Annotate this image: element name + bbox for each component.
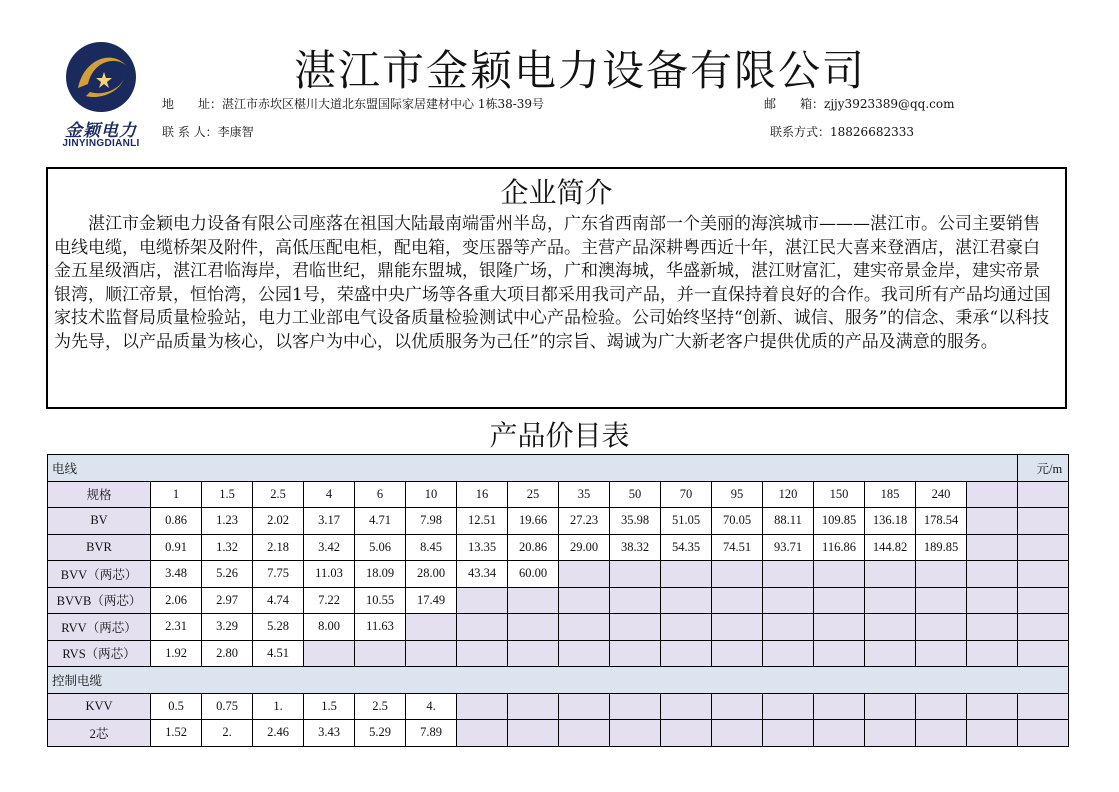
table-cell: 70.05	[712, 508, 763, 535]
table-cell	[559, 587, 610, 614]
table-cell: 12.51	[457, 508, 508, 535]
phone-label: 联系方式：	[770, 125, 831, 139]
table-cell: 1.52	[151, 720, 202, 747]
table-cell: 0.91	[151, 534, 202, 561]
table-cell	[763, 587, 814, 614]
table-cell: 60.00	[508, 561, 559, 588]
table-cell	[763, 561, 814, 588]
table-cell	[712, 587, 763, 614]
row-label: 规格	[48, 481, 151, 508]
table-cell: 8.00	[304, 614, 355, 641]
table-cell	[865, 693, 916, 720]
table-cell: 1.32	[202, 534, 253, 561]
section-title: 控制电缆	[48, 667, 1069, 694]
table-cell	[865, 640, 916, 667]
table-cell: 1.	[253, 693, 304, 720]
email-label: 邮 箱：	[764, 97, 825, 111]
table-cell: 185	[865, 481, 916, 508]
phone-value: 18826682333	[830, 125, 914, 139]
table-cell	[406, 614, 457, 641]
table-cell	[457, 640, 508, 667]
table-cell	[916, 720, 967, 747]
table-row	[48, 481, 1069, 508]
table-cell	[457, 587, 508, 614]
table-cell	[814, 587, 865, 614]
email-line	[764, 95, 955, 112]
table-cell: 2.46	[253, 720, 304, 747]
company-logo	[46, 30, 156, 155]
table-cell	[457, 720, 508, 747]
table-cell	[1018, 720, 1069, 747]
table-cell	[355, 640, 406, 667]
table-row	[48, 693, 1069, 720]
table-cell: 5.06	[355, 534, 406, 561]
table-cell: 35	[559, 481, 610, 508]
table-cell: 5.28	[253, 614, 304, 641]
table-cell	[1018, 534, 1069, 561]
table-cell: 88.11	[763, 508, 814, 535]
table-cell	[508, 587, 559, 614]
contact-value: 李康智	[217, 125, 254, 139]
table-cell	[865, 561, 916, 588]
contact-label: 联 系 人：	[162, 125, 218, 139]
table-cell	[1018, 481, 1069, 508]
table-cell	[610, 561, 661, 588]
table-cell: 116.86	[814, 534, 865, 561]
table-cell	[508, 720, 559, 747]
table-cell	[661, 693, 712, 720]
table-cell: 5.26	[202, 561, 253, 588]
table-cell: 240	[916, 481, 967, 508]
table-cell: 109.85	[814, 508, 865, 535]
table-cell	[763, 720, 814, 747]
logo-text-cn: 金颖电力	[65, 121, 137, 141]
table-row	[48, 720, 1069, 747]
table-cell: 17.49	[406, 587, 457, 614]
email-value: zjjy3923389@qq.com	[824, 97, 955, 111]
table-cell	[610, 720, 661, 747]
row-label: BVR	[48, 534, 151, 561]
table-cell: 3.42	[304, 534, 355, 561]
table-cell: 2.5	[253, 481, 304, 508]
table-cell: 54.35	[661, 534, 712, 561]
table-cell: 0.86	[151, 508, 202, 535]
table-cell	[916, 640, 967, 667]
intro-heading: 企业简介	[500, 176, 613, 209]
table-cell	[712, 561, 763, 588]
table-cell	[967, 481, 1018, 508]
table-cell: 2.80	[202, 640, 253, 667]
table-cell	[559, 561, 610, 588]
section-title: 电线	[48, 455, 1018, 482]
table-cell	[712, 720, 763, 747]
table-cell: 4.74	[253, 587, 304, 614]
table-cell	[763, 693, 814, 720]
table-cell	[661, 640, 712, 667]
table-cell	[865, 720, 916, 747]
table-cell: 150	[814, 481, 865, 508]
address-line	[162, 95, 544, 112]
company-name: 湛江市金颖电力设备有限公司	[293, 46, 866, 95]
row-label: RVS（两芯）	[48, 640, 151, 667]
table-cell: 3.17	[304, 508, 355, 535]
table-cell: 0.75	[202, 693, 253, 720]
table-cell: 7.22	[304, 587, 355, 614]
table-cell	[559, 693, 610, 720]
address-value: 湛江市赤坎区椹川大道北东盟国际家居建材中心 1栋38-39号	[222, 97, 545, 111]
table-cell	[1018, 693, 1069, 720]
table-cell: 4.51	[253, 640, 304, 667]
price-table	[47, 454, 1069, 747]
table-cell	[1018, 640, 1069, 667]
intro-text: 湛江市金颖电力设备有限公司座落在祖国大陆最南端雷州半岛，广东省西南部一个美丽的海滨城市———湛江市。公司主要销售电线电缆，电缆桥架及附件，高低压配电柜，配电箱，变压器等产品。主营产品深耕粤西近十年，湛江民大喜来登酒店，湛江君豪白金五星级酒店，湛江君临海岸，君临世纪，鼎能东盟城，银隆广场，广和澳海城，华盛新城，湛江财富汇，建实帝景金岸，建实帝景银湾，顺江帝景，恒怡湾，公园1号，荣盛中央广场等各重大项目都采用我司产品，并一直保持着良好的合作。我司所有产品均通过国家技术监督局质量检验站，电力工业部电气设备质量检验测试中心产品检验。公司始终坚持“创新、诚信、服务”的信念、秉承“以科技为先导，以产品质量为核心，以客户为中心，以优质服务为己任”的宗旨、竭诚为广大新老客户提供优质的产品及满意的服务。	[54, 214, 1051, 352]
table-cell	[916, 587, 967, 614]
table-cell	[610, 693, 661, 720]
table-cell	[508, 614, 559, 641]
table-cell: 50	[610, 481, 661, 508]
logo-emblem-icon	[62, 38, 140, 116]
table-cell: 7.89	[406, 720, 457, 747]
table-cell	[967, 534, 1018, 561]
table-cell: 2.	[202, 720, 253, 747]
table-cell	[406, 640, 457, 667]
table-cell	[967, 561, 1018, 588]
table-cell: 10.55	[355, 587, 406, 614]
table-cell	[865, 614, 916, 641]
table-cell	[712, 693, 763, 720]
table-cell: 0.5	[151, 693, 202, 720]
row-label: BV	[48, 508, 151, 535]
table-row	[48, 508, 1069, 535]
table-cell: 136.18	[865, 508, 916, 535]
table-cell	[967, 587, 1018, 614]
table-cell	[967, 614, 1018, 641]
table-cell: 95	[712, 481, 763, 508]
table-cell	[457, 614, 508, 641]
price-table-heading: 产品价目表	[489, 419, 630, 452]
table-cell: 27.23	[559, 508, 610, 535]
table-cell: 178.54	[916, 508, 967, 535]
logo-text-en: JINYINGDIANLI	[62, 138, 140, 149]
table-cell	[610, 614, 661, 641]
table-cell	[814, 561, 865, 588]
table-cell	[967, 508, 1018, 535]
table-cell	[661, 720, 712, 747]
table-cell	[304, 640, 355, 667]
table-cell: 2.18	[253, 534, 304, 561]
table-cell: 35.98	[610, 508, 661, 535]
table-cell	[610, 587, 661, 614]
table-row	[48, 561, 1069, 588]
table-cell: 16	[457, 481, 508, 508]
table-cell	[967, 640, 1018, 667]
table-cell: 28.00	[406, 561, 457, 588]
table-cell	[559, 640, 610, 667]
table-cell: 120	[763, 481, 814, 508]
section-unit: 元/m	[1018, 455, 1069, 482]
table-cell	[1018, 508, 1069, 535]
table-cell: 2.06	[151, 587, 202, 614]
table-cell: 1.92	[151, 640, 202, 667]
table-cell	[508, 693, 559, 720]
table-cell: 189.85	[916, 534, 967, 561]
table-cell: 4.71	[355, 508, 406, 535]
table-cell: 2.5	[355, 693, 406, 720]
address-label: 地 址：	[162, 97, 223, 111]
table-row	[48, 587, 1069, 614]
table-cell	[865, 587, 916, 614]
table-cell	[661, 614, 712, 641]
table-cell	[457, 693, 508, 720]
table-cell: 7.75	[253, 561, 304, 588]
table-cell: 70	[661, 481, 712, 508]
table-row	[48, 640, 1069, 667]
table-cell	[712, 640, 763, 667]
table-row	[48, 614, 1069, 641]
table-cell: 1	[151, 481, 202, 508]
table-cell: 4.	[406, 693, 457, 720]
table-cell	[916, 614, 967, 641]
table-cell	[814, 693, 865, 720]
section-header-row	[48, 455, 1069, 482]
table-cell: 3.48	[151, 561, 202, 588]
table-cell: 25	[508, 481, 559, 508]
table-cell	[1018, 561, 1069, 588]
table-cell	[559, 720, 610, 747]
table-cell: 144.82	[865, 534, 916, 561]
table-cell	[508, 640, 559, 667]
table-cell	[763, 614, 814, 641]
table-cell	[661, 587, 712, 614]
table-cell: 29.00	[559, 534, 610, 561]
table-cell: 8.45	[406, 534, 457, 561]
table-cell: 2.31	[151, 614, 202, 641]
table-cell	[916, 693, 967, 720]
row-label: BVVB（两芯）	[48, 587, 151, 614]
table-cell: 1.5	[202, 481, 253, 508]
table-cell: 7.98	[406, 508, 457, 535]
table-cell: 51.05	[661, 508, 712, 535]
table-cell: 74.51	[712, 534, 763, 561]
table-cell: 4	[304, 481, 355, 508]
table-cell: 6	[355, 481, 406, 508]
table-cell: 18.09	[355, 561, 406, 588]
table-cell	[610, 640, 661, 667]
table-cell: 93.71	[763, 534, 814, 561]
table-cell	[916, 561, 967, 588]
table-cell	[814, 640, 865, 667]
table-cell	[559, 614, 610, 641]
table-cell	[967, 693, 1018, 720]
table-cell: 1.5	[304, 693, 355, 720]
table-cell: 3.43	[304, 720, 355, 747]
section-header-row	[48, 667, 1069, 694]
table-cell	[763, 640, 814, 667]
table-cell: 10	[406, 481, 457, 508]
table-cell	[814, 720, 865, 747]
row-label: BVV（两芯）	[48, 561, 151, 588]
row-label: 2芯	[48, 720, 151, 747]
table-cell	[967, 720, 1018, 747]
table-cell: 3.29	[202, 614, 253, 641]
company-intro-box	[46, 167, 1067, 409]
table-cell: 20.86	[508, 534, 559, 561]
table-cell: 2.97	[202, 587, 253, 614]
row-label: RVV（两芯）	[48, 614, 151, 641]
table-cell: 19.66	[508, 508, 559, 535]
table-cell: 11.03	[304, 561, 355, 588]
table-cell: 2.02	[253, 508, 304, 535]
table-cell: 13.35	[457, 534, 508, 561]
table-cell: 43.34	[457, 561, 508, 588]
table-row	[48, 534, 1069, 561]
table-cell: 11.63	[355, 614, 406, 641]
table-cell: 38.32	[610, 534, 661, 561]
row-label: KVV	[48, 693, 151, 720]
table-cell	[1018, 614, 1069, 641]
table-cell	[814, 614, 865, 641]
table-cell	[661, 561, 712, 588]
contact-line	[162, 123, 254, 140]
table-cell: 1.23	[202, 508, 253, 535]
table-cell: 5.29	[355, 720, 406, 747]
table-cell	[1018, 587, 1069, 614]
phone-line	[770, 123, 914, 140]
table-cell	[712, 614, 763, 641]
